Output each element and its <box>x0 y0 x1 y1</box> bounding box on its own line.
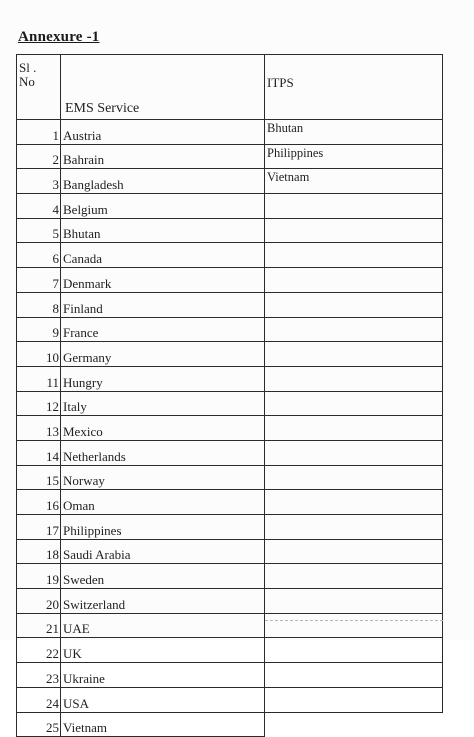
ems-country-cell: Sweden <box>61 564 265 589</box>
itps-country-cell <box>265 465 443 490</box>
sl-no-cell: 1 <box>17 120 61 145</box>
sl-no-cell: 6 <box>17 243 61 268</box>
ems-country-cell: Hungry <box>61 366 265 391</box>
table-row <box>17 589 443 614</box>
sl-header-line2: No <box>19 74 35 89</box>
sl-no-cell: 5 <box>17 218 61 243</box>
country-table-wrapper <box>16 54 442 735</box>
sl-no-cell: 24 <box>17 687 61 712</box>
itps-country-cell <box>265 440 443 465</box>
table-row <box>17 218 443 243</box>
sl-no-cell: 25 <box>17 712 61 736</box>
itps-country-cell <box>265 366 443 391</box>
column-header-itps: ITPS <box>265 55 443 120</box>
ems-country-cell: Vietnam <box>61 712 265 736</box>
ems-country-cell: Italy <box>61 391 265 416</box>
scan-artifact-line <box>265 620 443 621</box>
itps-country-cell <box>265 268 443 293</box>
table-row <box>17 342 443 367</box>
table-row <box>17 465 443 490</box>
table-row <box>17 712 443 736</box>
itps-country-cell <box>265 243 443 268</box>
itps-country-cell <box>265 589 443 614</box>
itps-country-cell: Philippines <box>265 144 443 169</box>
table-row <box>17 440 443 465</box>
itps-country-cell <box>265 391 443 416</box>
itps-country-cell <box>265 638 443 663</box>
table-body <box>17 55 443 737</box>
ems-country-cell: Switzerland <box>61 589 265 614</box>
ems-country-cell: Ukraine <box>61 663 265 688</box>
ems-country-cell: Germany <box>61 342 265 367</box>
table-row <box>17 317 443 342</box>
ems-country-cell: Oman <box>61 490 265 515</box>
sl-no-cell: 4 <box>17 194 61 219</box>
itps-country-cell <box>265 687 443 712</box>
table-row <box>17 539 443 564</box>
sl-no-cell: 20 <box>17 589 61 614</box>
table-row <box>17 391 443 416</box>
sl-no-cell: 7 <box>17 268 61 293</box>
column-header-sl-no <box>17 55 61 120</box>
sl-no-cell: 3 <box>17 169 61 194</box>
itps-country-cell <box>265 539 443 564</box>
annexure-heading: Annexure -1 <box>18 29 100 45</box>
ems-country-cell: Belgium <box>61 194 265 219</box>
ems-country-cell: Austria <box>61 120 265 145</box>
itps-country-cell <box>265 564 443 589</box>
sl-no-cell: 14 <box>17 440 61 465</box>
ems-country-cell: Mexico <box>61 416 265 441</box>
itps-country-cell <box>265 490 443 515</box>
ems-country-cell: Bhutan <box>61 218 265 243</box>
ems-country-cell: France <box>61 317 265 342</box>
table-row <box>17 515 443 540</box>
sl-no-cell: 11 <box>17 366 61 391</box>
table-row <box>17 144 443 169</box>
table-row <box>17 663 443 688</box>
itps-country-cell <box>265 292 443 317</box>
ems-country-cell: Canada <box>61 243 265 268</box>
itps-country-cell <box>265 613 443 638</box>
table-row <box>17 613 443 638</box>
ems-country-cell: UK <box>61 638 265 663</box>
ems-country-cell: Bangladesh <box>61 169 265 194</box>
table-header-row <box>17 55 443 120</box>
table-row <box>17 169 443 194</box>
sl-no-cell: 9 <box>17 317 61 342</box>
table-row <box>17 366 443 391</box>
itps-country-cell: Bhutan <box>265 120 443 145</box>
ems-country-cell: USA <box>61 687 265 712</box>
ems-country-cell: Denmark <box>61 268 265 293</box>
sl-no-cell: 18 <box>17 539 61 564</box>
sl-no-cell: 13 <box>17 416 61 441</box>
table-row <box>17 243 443 268</box>
ems-country-cell: UAE <box>61 613 265 638</box>
ems-country-cell: Saudi Arabia <box>61 539 265 564</box>
ems-country-cell: Netherlands <box>61 440 265 465</box>
sl-no-cell: 22 <box>17 638 61 663</box>
itps-country-cell: Vietnam <box>265 169 443 194</box>
sl-no-cell: 17 <box>17 515 61 540</box>
table-row <box>17 490 443 515</box>
table-row <box>17 120 443 145</box>
ems-country-cell: Finland <box>61 292 265 317</box>
ems-country-cell: Norway <box>61 465 265 490</box>
sl-no-cell: 10 <box>17 342 61 367</box>
itps-country-cell <box>265 515 443 540</box>
sl-no-cell: 12 <box>17 391 61 416</box>
itps-country-cell <box>265 416 443 441</box>
sl-header-line1: Sl . <box>19 60 37 75</box>
table-row <box>17 564 443 589</box>
itps-country-cell <box>265 342 443 367</box>
country-table <box>16 54 443 737</box>
column-header-ems-service: EMS Service <box>61 55 265 120</box>
itps-country-cell <box>265 317 443 342</box>
ems-country-cell: Bahrain <box>61 144 265 169</box>
itps-country-cell <box>265 194 443 219</box>
sl-no-cell: 23 <box>17 663 61 688</box>
table-row <box>17 687 443 712</box>
ems-country-cell: Philippines <box>61 515 265 540</box>
sl-no-cell: 8 <box>17 292 61 317</box>
table-row <box>17 638 443 663</box>
sl-no-cell: 16 <box>17 490 61 515</box>
sl-no-cell: 15 <box>17 465 61 490</box>
sl-no-cell: 19 <box>17 564 61 589</box>
table-row <box>17 194 443 219</box>
itps-country-cell <box>265 218 443 243</box>
sl-no-cell: 21 <box>17 613 61 638</box>
sl-no-cell: 2 <box>17 144 61 169</box>
table-row <box>17 268 443 293</box>
table-row <box>17 416 443 441</box>
itps-country-cell <box>265 712 443 736</box>
table-row <box>17 292 443 317</box>
itps-country-cell <box>265 663 443 688</box>
